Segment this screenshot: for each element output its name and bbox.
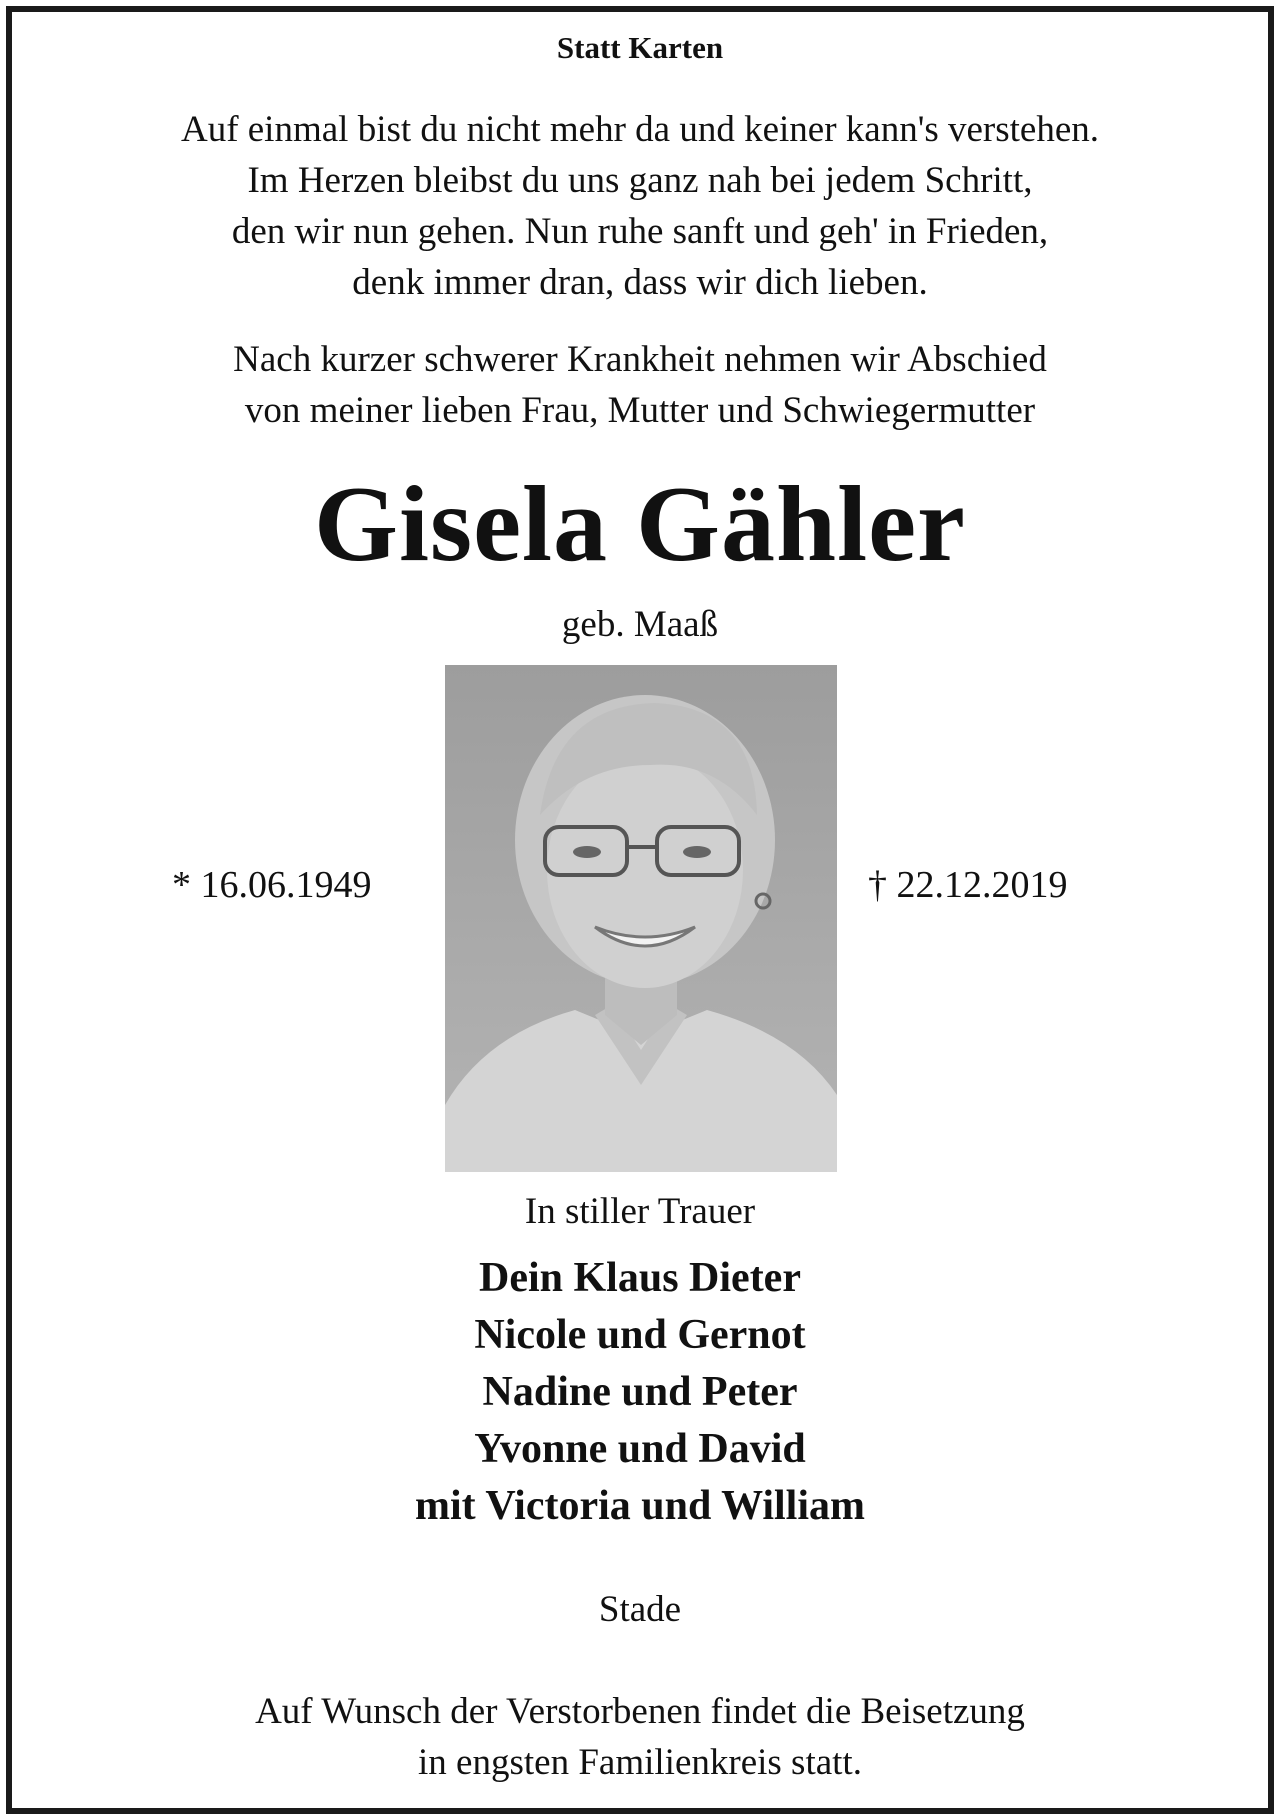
notice-line: Auf Wunsch der Verstorbenen findet die Beisetzung — [255, 1691, 1025, 1732]
place-name: Stade — [598, 1589, 682, 1630]
death-date: † 22.12.2019 — [868, 864, 1068, 906]
intro-text — [0, 334, 1280, 436]
deceased-name: Gisela Gähler — [314, 465, 966, 584]
family-member: Nicole und Gernot — [474, 1312, 806, 1358]
intro-line: Nach kurzer schwerer Krankheit nehmen wir Abschied — [233, 339, 1047, 380]
family-member: Nadine und Peter — [482, 1369, 798, 1415]
mourning-text: In stiller Trauer — [524, 1191, 756, 1232]
maiden-name: geb. Maaß — [561, 604, 719, 645]
poem-line: denk immer dran, dass wir dich lieben. — [352, 262, 928, 303]
poem — [0, 104, 1280, 308]
portrait-illustration — [445, 665, 837, 1172]
poem-line: Im Herzen bleibst du uns ganz nah bei jedem Schritt, — [247, 160, 1033, 201]
family-list — [0, 1250, 1280, 1535]
burial-notice — [0, 1686, 1280, 1788]
birth-date: * 16.06.1949 — [172, 864, 372, 906]
family-member: Dein Klaus Dieter — [479, 1255, 801, 1301]
header-statt-karten: Statt Karten — [556, 30, 724, 65]
poem-line: Auf einmal bist du nicht mehr da und keiner kann's verstehen. — [180, 109, 1100, 150]
family-member: mit Victoria und William — [415, 1483, 865, 1529]
notice-line: in engsten Familienkreis statt. — [418, 1742, 862, 1783]
poem-line: den wir nun gehen. Nun ruhe sanft und geh' in Frieden, — [231, 211, 1049, 252]
portrait-photo — [445, 665, 837, 1172]
family-member: Yvonne und David — [474, 1426, 806, 1472]
intro-line: von meiner lieben Frau, Mutter und Schwiegermutter — [244, 390, 1036, 431]
